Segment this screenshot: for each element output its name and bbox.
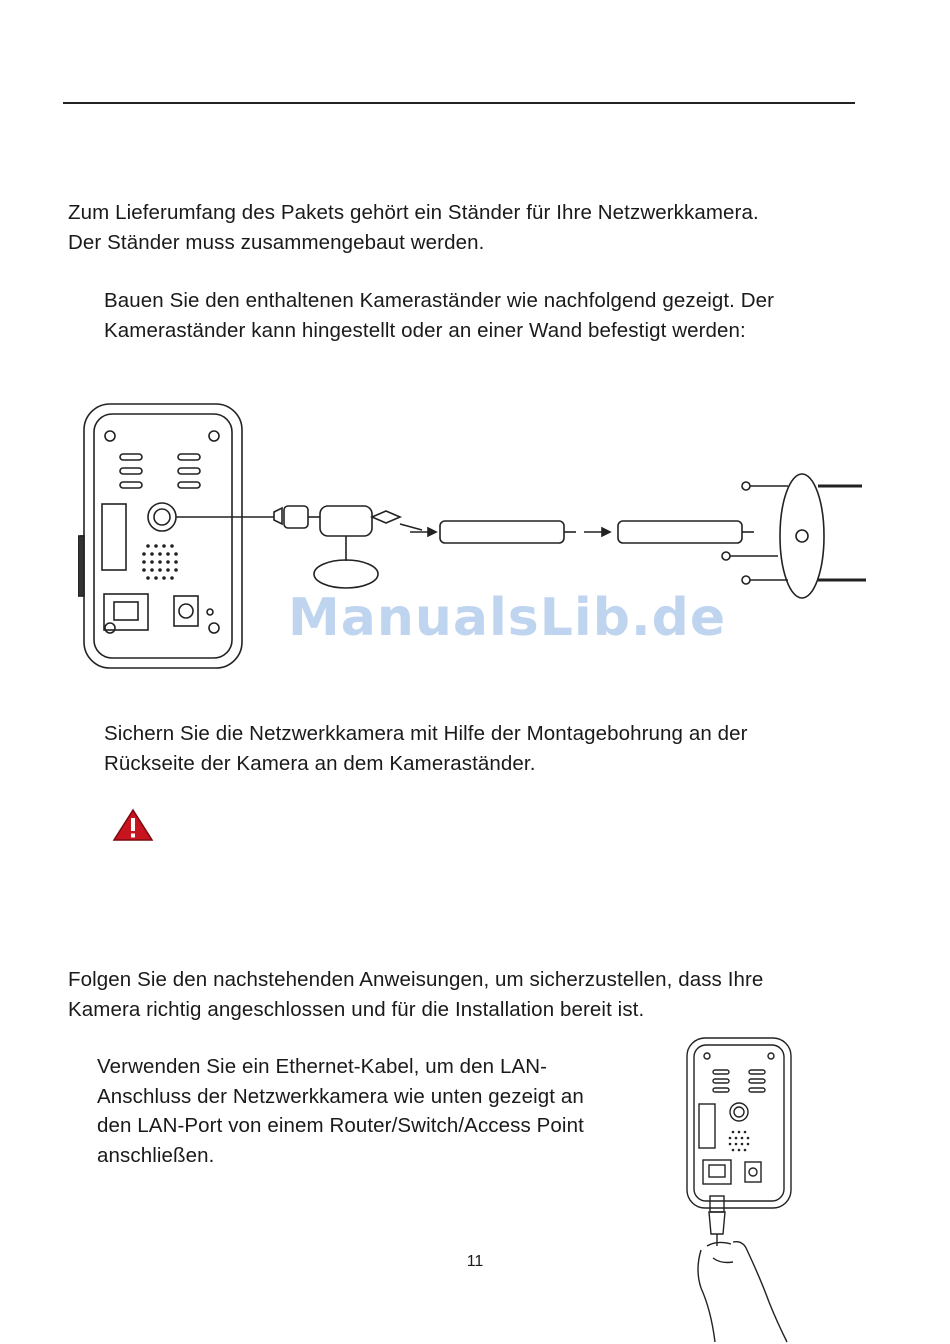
watermark: ManualsLib.de bbox=[288, 588, 727, 648]
warning-icon bbox=[112, 808, 154, 842]
ethernet-line-4: anschließen. bbox=[97, 1143, 215, 1167]
connect-line-2: Kamera richtig angeschlossen und für die Installation bereit ist. bbox=[68, 997, 645, 1021]
connect-line-1: Folgen Sie den nachstehenden Anweisungen, um sicherzustellen, dass Ihre bbox=[68, 968, 764, 991]
assemble-step-text bbox=[104, 286, 904, 345]
header-rule bbox=[63, 102, 855, 104]
assemble-line-2: Kameraständer kann hingestellt oder an einer Wand befestigt werden: bbox=[104, 318, 746, 342]
connect-intro-text bbox=[68, 965, 888, 1024]
ethernet-line-2: Anschluss der Netzwerkkamera wie unten gezeigt an bbox=[97, 1084, 584, 1108]
ethernet-step-text bbox=[97, 1052, 677, 1170]
secure-line-1: Sichern Sie die Netzwerkkamera mit Hilfe der Montagebohrung an der bbox=[104, 722, 748, 745]
assemble-line-1: Bauen Sie den enthaltenen Kameraständer wie nachfolgend gezeigt. Der bbox=[104, 289, 775, 312]
secure-line-2: Rückseite der Kamera an dem Kameraständer. bbox=[104, 751, 536, 775]
ethernet-line-3: den LAN-Port von einem Router/Switch/Access Point bbox=[97, 1114, 584, 1137]
intro-paragraph bbox=[68, 198, 888, 257]
ethernet-cable-illustration bbox=[683, 1036, 803, 1344]
ethernet-line-1: Verwenden Sie ein Ethernet-Kabel, um den LAN- bbox=[97, 1055, 548, 1078]
page-number: 11 bbox=[466, 1253, 484, 1270]
secure-step-text bbox=[104, 719, 904, 778]
intro-line-1: Zum Lieferumfang des Pakets gehört ein Ständer für Ihre Netzwerkkamera. bbox=[68, 201, 759, 224]
intro-line-2: Der Ständer muss zusammengebaut werden. bbox=[68, 230, 485, 254]
